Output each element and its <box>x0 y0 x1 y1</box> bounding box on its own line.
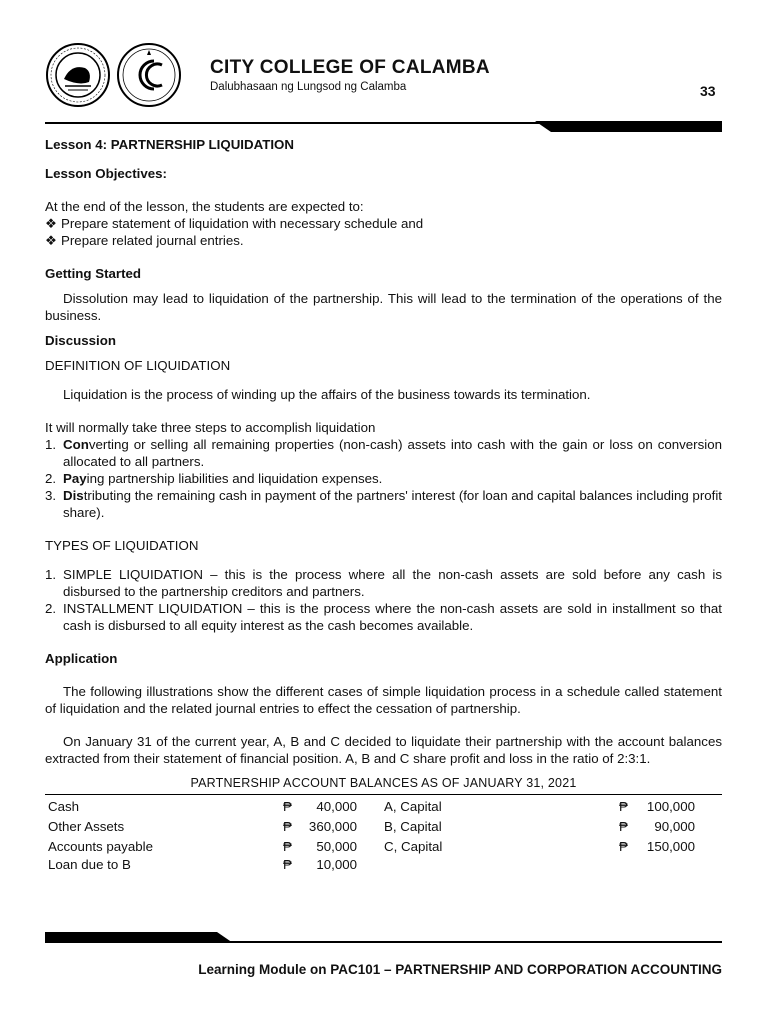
account-balances-table <box>45 794 722 875</box>
table-cell-value: 40,000 <box>316 799 357 814</box>
table-cell-label: Accounts payable <box>48 839 153 854</box>
discussion-heading: Discussion <box>45 333 116 348</box>
peso-icon: ₱ <box>619 819 628 834</box>
peso-icon: ₱ <box>283 819 292 834</box>
header-accent-bar <box>535 121 722 132</box>
bullet-icon: ❖ <box>45 233 57 248</box>
table-cell-value: 50,000 <box>316 839 357 854</box>
table-cell-value: 90,000 <box>654 819 695 834</box>
footer-text: Learning Module on PAC101 – PARTNERSHIP AND CORPORATION ACCOUNTING <box>198 962 722 977</box>
school-name: CITY COLLEGE OF CALAMBA <box>210 57 490 78</box>
application-para-1: The following illustrations show the different cases of simple liquidation process in a schedule called statement of liquidation and the related journal entries to effect the cessation of partnership. <box>45 684 722 716</box>
list-item <box>45 470 722 487</box>
step-text <box>63 470 722 487</box>
list-item <box>45 566 722 600</box>
footer-rule <box>45 941 722 943</box>
peso-icon: ₱ <box>619 799 628 814</box>
step-rest: ing partnership liabilities and liquidation expenses. <box>86 471 383 486</box>
application-para-2: On January 31 of the current year, A, B and C decided to liquidate their partnership with the account balances extracted from their statement of financial position. A, B and C share profit and loss in the ratio of 2:3:1. <box>45 734 722 766</box>
bullet-icon: ❖ <box>45 216 57 231</box>
definition-heading: DEFINITION OF LIQUIDATION <box>45 358 231 373</box>
list-item <box>45 215 722 232</box>
step-text <box>63 436 722 470</box>
objective-text: Prepare related journal entries. <box>61 233 244 248</box>
list-number: 2. <box>45 471 57 486</box>
steps-intro: It will normally take three steps to accomplish liquidation <box>45 420 376 435</box>
application-heading: Application <box>45 651 118 666</box>
objective-text: Prepare statement of liquidation with necessary schedule and <box>61 216 424 231</box>
lesson-content <box>45 136 722 875</box>
definition-text: Liquidation is the process of winding up the affairs of the business towards its termination. <box>63 387 591 402</box>
lesson-title: Lesson 4: PARTNERSHIP LIQUIDATION <box>45 137 294 152</box>
list-number: 3. <box>45 488 57 503</box>
peso-icon: ₱ <box>283 799 292 814</box>
peso-icon: ₱ <box>283 839 292 854</box>
step-rest: tributing the remaining cash in payment of the partners' interest (for loan and capital balances including profit share). <box>63 488 722 520</box>
table-cell-value: 150,000 <box>646 839 695 854</box>
table-cell-label: A, Capital <box>384 799 442 814</box>
list-item <box>45 232 722 249</box>
table-cell-label: Other Assets <box>48 819 125 834</box>
list-item <box>45 600 722 634</box>
table-cell-label: B, Capital <box>384 819 442 834</box>
objectives-heading: Lesson Objectives: <box>45 166 167 181</box>
table-cell-label: C, Capital <box>384 839 443 854</box>
step-keyword: Pay <box>63 471 87 486</box>
school-subtitle: Dalubhasaan ng Lungsod ng Calamba <box>210 81 407 93</box>
table-title: PARTNERSHIP ACCOUNT BALANCES AS OF JANUARY 31, 2021 <box>190 776 577 790</box>
list-item <box>45 436 722 470</box>
page-header <box>0 0 768 140</box>
page-number: 33 <box>700 83 716 99</box>
getting-started-heading: Getting Started <box>45 266 142 281</box>
peso-icon: ₱ <box>283 857 292 872</box>
table-cell-label: Cash <box>48 799 80 814</box>
list-number: 1. <box>45 437 57 452</box>
step-text <box>63 487 722 521</box>
table-cell-label: Loan due to B <box>48 857 131 872</box>
step-rest: verting or selling all remaining properties (non-cash) assets into cash with the gain or loss on conversion allocated to all partners. <box>63 437 722 469</box>
type-text: SIMPLE LIQUIDATION – this is the process where all the non-cash assets are sold before any cash is disbursed to the partnership creditors and partners. <box>63 567 722 599</box>
type-text: INSTALLMENT LIQUIDATION – this is the process where the non-cash assets are sold in installment so that cash is disbursed to all equity interest as the cash becomes available. <box>63 601 722 633</box>
table-cell-value: 360,000 <box>308 819 357 834</box>
step-keyword: Con <box>63 437 89 452</box>
objectives-intro: At the end of the lesson, the students are expected to: <box>45 199 364 214</box>
table-cell-value: 10,000 <box>316 857 357 872</box>
step-keyword: Dis <box>63 488 84 503</box>
types-heading: TYPES OF LIQUIDATION <box>45 538 199 553</box>
college-cc-logo <box>116 42 182 108</box>
peso-icon: ₱ <box>619 839 628 854</box>
city-seal-logo <box>45 42 111 108</box>
getting-started-text: Dissolution may lead to liquidation of the partnership. This will lead to the termination of the operations of the business. <box>45 291 722 323</box>
table-cell-value: 100,000 <box>646 799 695 814</box>
list-item <box>45 487 722 521</box>
list-number: 1. <box>45 567 57 582</box>
list-number: 2. <box>45 601 57 616</box>
